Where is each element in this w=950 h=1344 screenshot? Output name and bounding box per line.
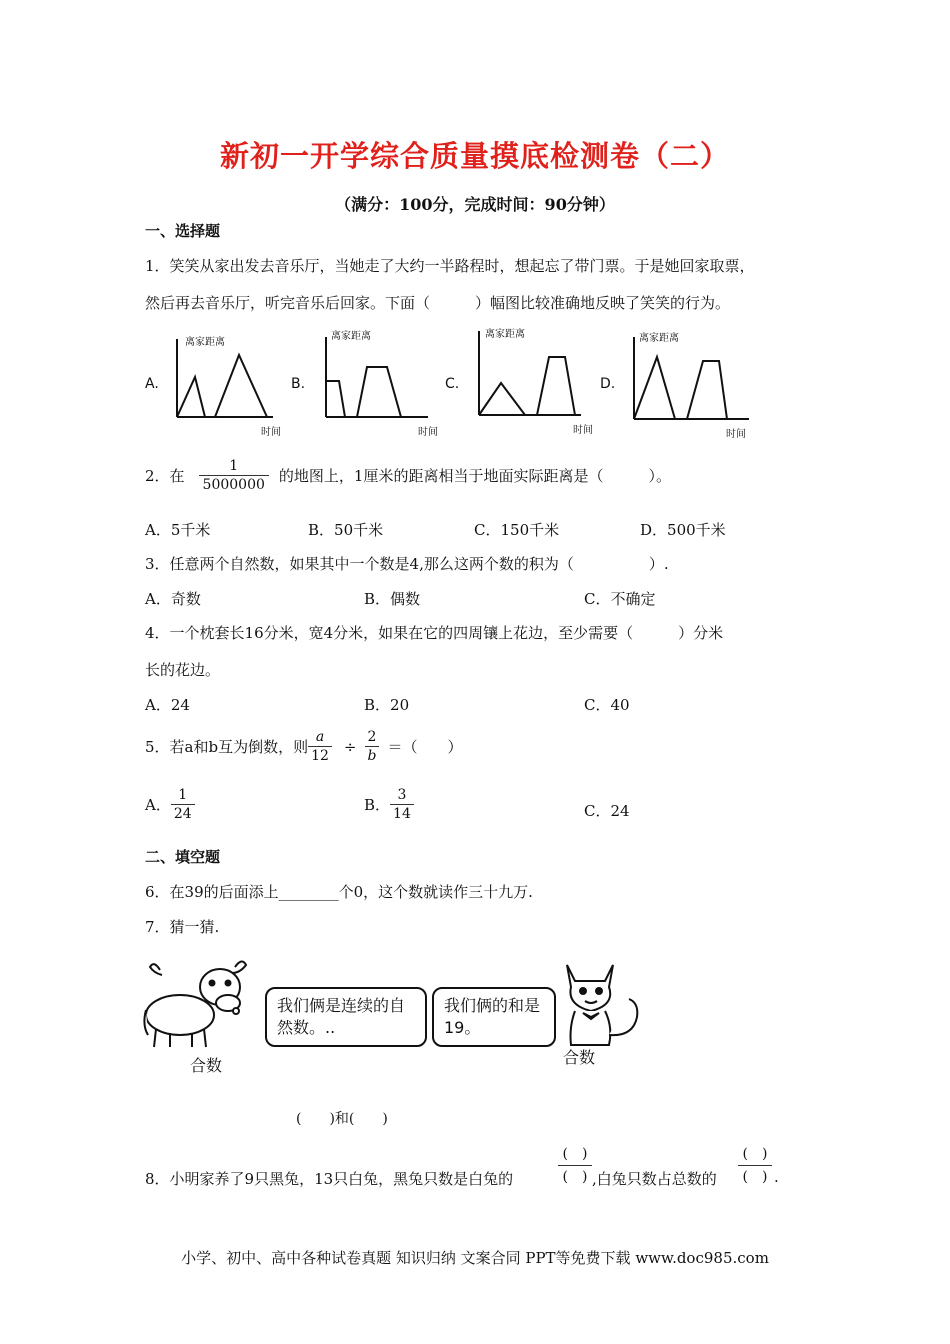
q4-line1: 4．一个枕套长16分米，宽4分米，如果在它的四周镶上花边，至少需要（ ）分米 bbox=[145, 624, 724, 642]
graph-a-option-label: A. bbox=[145, 376, 159, 392]
q5-divide-sign: ÷ bbox=[343, 737, 357, 756]
q5-option-b-fraction bbox=[390, 786, 414, 823]
q3-option-c[interactable]: C．不确定 bbox=[584, 590, 656, 608]
q8-part3: . bbox=[774, 1168, 779, 1186]
q6-text: 6．在39的后面添上________个0，这个数就读作三十九万. bbox=[145, 883, 533, 901]
cat-label: 合数 bbox=[563, 1048, 596, 1067]
q8-fraction-1-numerator[interactable]: ( ) bbox=[558, 1143, 592, 1166]
q3-text: 3．任意两个自然数，如果其中一个数是4,那么这两个数的积为（ ）. bbox=[145, 555, 669, 573]
q7-answer: ( )和( ) bbox=[296, 1111, 388, 1127]
graph-c-y-axis-label: 离家距离 bbox=[485, 329, 525, 340]
q8-fraction-1-denominator[interactable]: ( ) bbox=[562, 1169, 588, 1185]
section-heading-fill: 二、填空题 bbox=[145, 848, 221, 866]
q2-prefix: 2．在 bbox=[145, 467, 185, 485]
q2-option-b[interactable]: B．50千米 bbox=[308, 521, 384, 539]
q5-option-b[interactable] bbox=[364, 786, 414, 823]
q5-option-a[interactable] bbox=[145, 786, 195, 823]
q5-option-a-fraction bbox=[171, 786, 195, 823]
graph-a-y-axis-label: 离家距离 bbox=[185, 337, 225, 348]
q5-fraction-2-over-b bbox=[365, 728, 380, 765]
cow-label: 合数 bbox=[190, 1056, 223, 1075]
graph-b-x-axis-label: 时间 bbox=[418, 427, 438, 438]
graph-b-y-axis-label: 离家距离 bbox=[331, 331, 371, 342]
q4-option-a[interactable]: A．24 bbox=[145, 696, 190, 714]
q1-graphs-svg bbox=[143, 325, 803, 440]
q8-part2: ,白兔只数占总数的 bbox=[592, 1170, 717, 1188]
q5-fraction-a-over-12 bbox=[308, 728, 332, 765]
q5-option-c[interactable]: C．24 bbox=[584, 802, 630, 820]
q2-option-a[interactable]: A．5千米 bbox=[145, 521, 211, 539]
q2-option-c[interactable]: C．150千米 bbox=[474, 521, 560, 539]
q1-line1: 1．笑笑从家出发去音乐厅，当她走了大约一半路程时，想起忘了带门票。于是她回家取票， bbox=[145, 257, 755, 275]
graph-d-y-axis-label: 离家距离 bbox=[639, 333, 679, 344]
q2-fraction-numerator: 1 bbox=[199, 457, 269, 476]
q5-line bbox=[145, 728, 462, 765]
q5-option-b-denominator: 14 bbox=[393, 806, 411, 822]
q2-suffix: 的地图上，1厘米的距离相当于地面实际距离是（ ）。 bbox=[278, 467, 671, 485]
graph-b-option-label: B. bbox=[291, 376, 306, 392]
q5-f2-denominator: b bbox=[367, 748, 377, 764]
q5-option-b-numerator: 3 bbox=[390, 786, 414, 805]
q2-scale-fraction bbox=[199, 457, 269, 494]
q7-text: 7．猜一猜. bbox=[145, 918, 220, 936]
q8-fraction-2-numerator[interactable]: ( ) bbox=[738, 1143, 772, 1166]
page-subtitle: （满分：100分，完成时间：90分钟） bbox=[335, 195, 615, 214]
q5-option-a-denominator: 24 bbox=[173, 806, 192, 822]
q5-f2-numerator: 2 bbox=[365, 728, 380, 747]
q4-line2: 长的花边。 bbox=[145, 661, 221, 679]
q8-part1: 8．小明家养了9只黑兔，13只白兔，黑兔只数是白兔的 bbox=[145, 1170, 514, 1188]
q2-line bbox=[145, 457, 671, 494]
q8-fraction-2-denominator[interactable]: ( ) bbox=[742, 1169, 768, 1185]
q2-fraction-denominator: 5000000 bbox=[202, 477, 265, 493]
cow-icon bbox=[140, 955, 250, 1050]
graph-d-option-label: D. bbox=[600, 376, 616, 392]
q1-graphs bbox=[143, 325, 803, 440]
q5-option-a-label: A． bbox=[145, 796, 171, 814]
graph-d-x-axis-label: 时间 bbox=[726, 429, 746, 440]
q5-prefix: 5．若a和b互为倒数，则 bbox=[145, 738, 309, 756]
section-heading-choice: 一、选择题 bbox=[145, 222, 221, 240]
q5-option-b-label: B． bbox=[364, 796, 391, 814]
q8-fraction-2 bbox=[738, 1143, 772, 1188]
q4-option-c[interactable]: C．40 bbox=[584, 696, 630, 714]
cat-speech-bubble: 我们俩的和是19。 bbox=[432, 987, 556, 1047]
q5-suffix: ＝（ ） bbox=[387, 738, 463, 756]
graph-c-option-label: C. bbox=[445, 376, 460, 392]
q5-option-a-numerator: 1 bbox=[171, 786, 195, 805]
q8-fraction-1 bbox=[558, 1143, 592, 1188]
cat-icon bbox=[545, 955, 655, 1050]
q2-option-d[interactable]: D．500千米 bbox=[640, 521, 726, 539]
graph-c-x-axis-label: 时间 bbox=[573, 425, 593, 436]
q5-f1-numerator: a bbox=[308, 728, 332, 747]
page-footer: 小学、初中、高中各种试卷真题 知识归纳 文案合同 PPT等免费下载 www.doc985.com bbox=[181, 1249, 769, 1267]
q3-option-b[interactable]: B．偶数 bbox=[364, 590, 421, 608]
page-title: 新初一开学综合质量摸底检测卷（二） bbox=[219, 139, 730, 173]
q4-option-b[interactable]: B．20 bbox=[364, 696, 410, 714]
q3-option-a[interactable]: A．奇数 bbox=[145, 590, 201, 608]
q1-line2: 然后再去音乐厅，听完音乐后回家。下面（ ）幅图比较准确地反映了笑笑的行为。 bbox=[145, 294, 731, 312]
graph-a-x-axis-label: 时间 bbox=[261, 427, 281, 438]
cow-speech-bubble: 我们俩是连续的自然数。.. bbox=[265, 987, 427, 1047]
q5-f1-denominator: 12 bbox=[311, 748, 329, 764]
q7-illustration bbox=[140, 955, 790, 1075]
